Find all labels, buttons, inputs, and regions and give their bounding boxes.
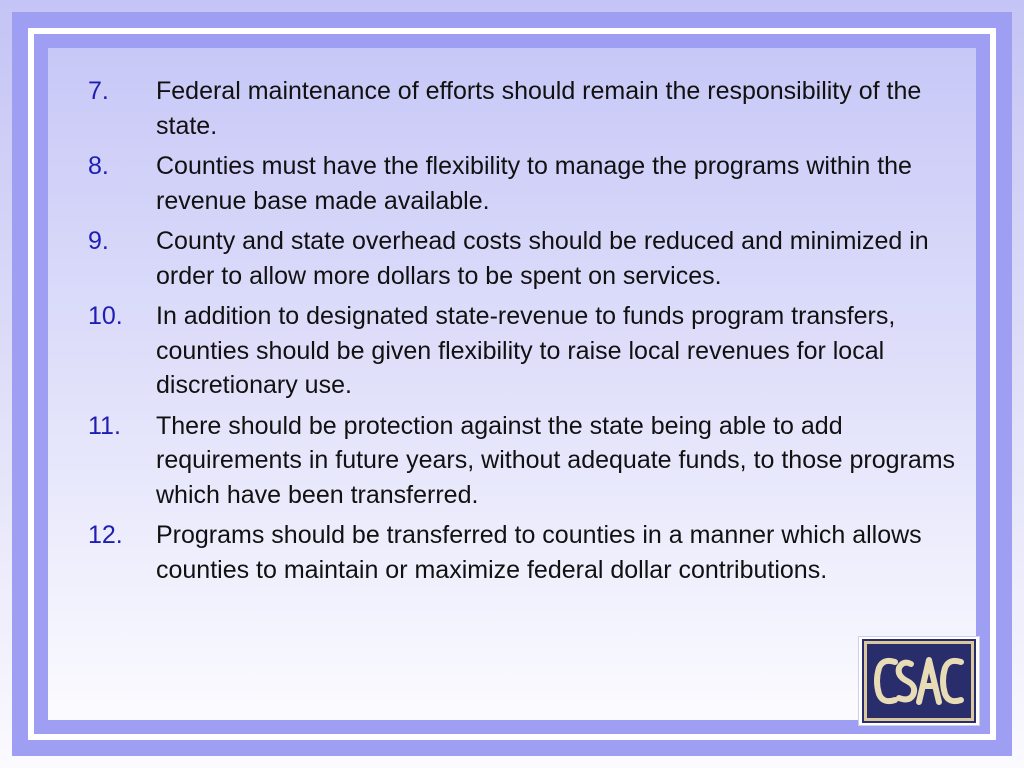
list-item-text: Federal maintenance of efforts should remain the responsibility of the state. [156,77,922,140]
list-item [88,224,958,293]
list-item-number: 9. [88,227,109,255]
list-item [88,299,958,403]
list-item-number: 12. [88,521,123,549]
list-item-text: Counties must have the flexibility to manage the programs within the revenue base made available. [156,152,912,215]
numbered-list [88,74,958,593]
list-item [88,518,958,587]
list-item-number: 11. [88,411,121,440]
list-item-number: 7. [88,77,109,105]
list-item-number: 10. [88,302,123,330]
list-item-number: 8. [88,152,109,180]
list-item [88,74,958,143]
list-item [88,149,958,218]
list-item-text: There should be protection against the state being able to add requirements in future years, without adequate funds, to those programs which have been transferred. [156,411,956,509]
list-item-text: County and state overhead costs should be reduced and minimized in order to allow more dollars to be spent on services. [156,227,929,290]
list-item-text: Programs should be transferred to counties in a manner which allows counties to maintain or maximize federal dollar contributions. [156,521,922,584]
csac-logo-icon [867,644,971,718]
list-item [88,409,958,513]
list-item-text: In addition to designated state-revenue to funds program transfers, counties should be given flexibility to raise local revenues for local discretionary use. [156,302,896,399]
csac-logo-badge [864,641,974,721]
csac-logo [858,636,980,726]
